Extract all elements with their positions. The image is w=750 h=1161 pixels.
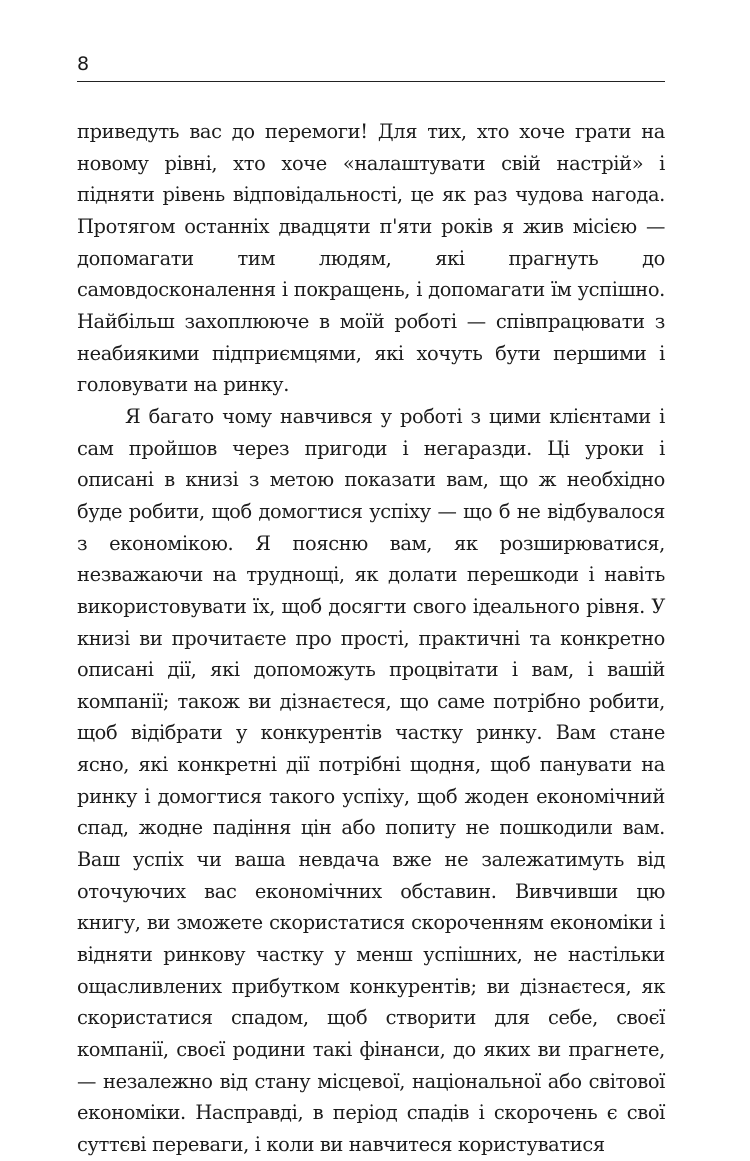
header-rule — [77, 81, 665, 82]
body-text — [77, 116, 665, 1161]
page-number: 8 — [77, 53, 90, 75]
paragraph-continuation: приведуть вас до перемоги! Для тих, хто хоче грати на новому рівні, хто хоче «налаштувати свій настрій» і підняти рівень відповідальності, це як раз чудова нагода. Протягом останніх двадцяти п'яти років я жив місією — допомагати тим людям, які прагнуть до самовдосконалення і покращень, і допомагати їм успішно. Найбільш захоплююче в моїй роботі — співпрацювати з неабиякими підприємцями, які хочуть бути першими і головувати на ринку. — [77, 120, 665, 397]
paragraph: Я багато чому навчився у роботі з цими клієнтами і сам пройшов через пригоди і негаразди. Ці уроки і описані в книзі з метою показати вам, що ж необхідно буде робити, щоб домогтися успіху — що б не відбувалося з економікою. Я поясню вам, як розширюватися, незважаючи на труднощі, як долати перешкоди і навіть використовувати їх, щоб досягти свого ідеального рівня. У книзі ви прочитаєте про прості, практичні та конкретно описані дії, які допоможуть процвітати і вам, і вашій компанії; також ви дізнаєтеся, що саме потрібно робити, щоб відібрати у конкурентів частку ринку. Вам стане ясно, які конкретні дії потрібні щодня, щоб панувати на ринку і домогтися такого успіху, щоб жоден економічний спад, жодне падіння цін або попиту не пошкодили вам. Ваш успіх чи ваша невдача вже не залежатимуть від оточуючих вас економічних обставин. Вивчивши цю книгу, ви зможете скористатися скороченням економіки і відняти ринкову частку у менш успішних, не настільки ощасливлених прибутком конкурентів; ви дізнаєтеся, як скористатися спадом, щоб створити для себе, своєї компанії, своєї родини такі фінанси, до яких ви прагнете, — незалежно від стану місцевої, національної або світової економіки. Насправді, в період спадів і скорочень є свої суттєві переваги, і коли ви навчитеся користуватися — [77, 404, 665, 1156]
